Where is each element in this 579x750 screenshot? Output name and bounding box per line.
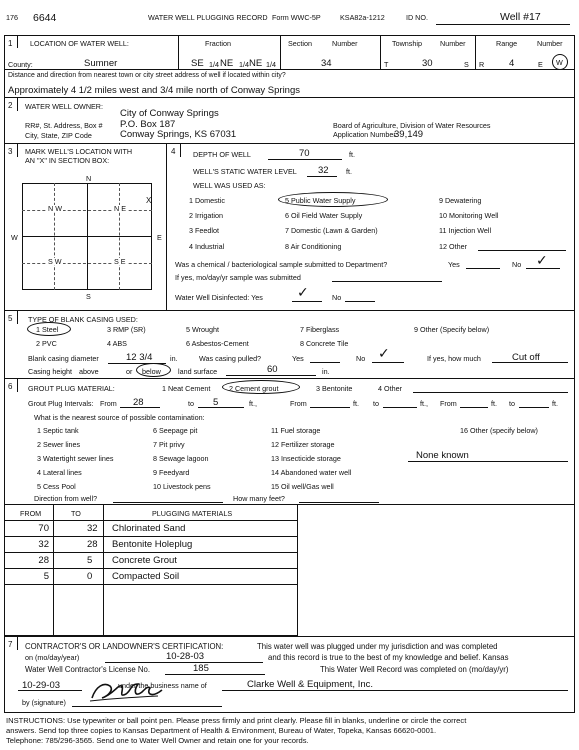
plug-row-material: Compacted Soil [112, 571, 180, 582]
pulled-yes-line [310, 362, 340, 363]
header-code2: 6644 [33, 12, 57, 24]
plug-row-from: 28 [38, 555, 49, 566]
interval-3-ft-b: ft. [552, 399, 558, 408]
diameter-label: Blank casing diameter [28, 354, 99, 363]
depth-label: DEPTH OF WELL [193, 150, 251, 159]
plug-row-from: 70 [38, 523, 49, 534]
s5-num-divider [17, 310, 18, 324]
business-name: Clarke Well & Equipment, Inc. [247, 679, 374, 690]
source-5: 5 Cess Pool [37, 482, 76, 491]
ksa-reference: KSA82a-1212 [340, 13, 385, 22]
source-1: 1 Septic tank [37, 426, 79, 435]
pulled-no-line [372, 362, 404, 363]
range-r-label: R [479, 60, 485, 69]
grout-1: 1 Neat Cement [162, 384, 211, 393]
completed-date-line [105, 662, 263, 663]
plug-row-to: 5 [87, 555, 93, 566]
mark-location-label-1: MARK WELL'S LOCATION WITH [25, 147, 133, 156]
height-below: below [142, 367, 161, 376]
source-9: 9 Feedyard [153, 468, 190, 477]
range-value: 4 [509, 58, 515, 69]
plug-header-materials: PLUGGING MATERIALS [152, 509, 233, 518]
s3-s4-divider [166, 143, 167, 310]
interval-3-to: to [509, 399, 515, 408]
none-known-line [408, 461, 568, 462]
plug-row-to: 0 [87, 571, 93, 582]
compass-w: W [11, 233, 18, 242]
chem-no: No [512, 260, 522, 269]
range-e-label: E [538, 60, 543, 69]
none-known-value: None known [416, 450, 469, 461]
instructions-line-1: INSTRUCTIONS: Use typewriter or ball point pen. Please press firmly and print clearly. Please fill in blanks, underline or circle the correct [6, 716, 467, 725]
howmany-line [299, 502, 379, 503]
use-5: 5 Public Water Supply [285, 196, 356, 205]
s1-col-b [280, 35, 281, 69]
disinfected-yes-check-icon: ✓ [297, 285, 309, 301]
owner-city: Conway Springs, KS 67031 [120, 129, 237, 140]
owner-address: P.O. Box 187 [120, 119, 176, 130]
section-number-header: Number [332, 39, 358, 48]
direction-label: Direction from well? [34, 494, 98, 503]
interval-2-ft-b: ft., [420, 399, 428, 408]
instructions-line-2: answers. Send top three copies to Kansas Department of Health & Environment, Bureau of Water, Topeka, Kansas 66620-0001. [6, 726, 437, 735]
cert-line-2: and this record is true to the best of my knowledge and belief. Kansas [268, 653, 509, 662]
s7-top [4, 636, 575, 637]
sample-date-line [332, 281, 442, 282]
sample-date-question: If yes, mo/day/yr sample was submitted [175, 273, 301, 282]
height-above: above [79, 367, 99, 376]
plug-row-from: 32 [38, 539, 49, 550]
s1-col-a [178, 35, 179, 69]
address-label: RR#, St. Address, Box # [25, 121, 103, 130]
distance-value: Approximately 4 1/2 miles west and 3/4 mile north of Conway Springs [8, 85, 300, 96]
s2-num-divider [17, 97, 18, 111]
city-label: City, State, ZIP Code [25, 131, 92, 140]
plug-col-2 [103, 504, 104, 636]
use-2: 2 Irrigation [189, 211, 223, 220]
diameter-unit: in. [170, 354, 178, 363]
use-9: 9 Dewatering [439, 196, 482, 205]
use-7: 7 Domestic (Lawn & Garden) [285, 226, 378, 235]
county-label: County: [8, 60, 33, 69]
quarter-3-frac: 1/4 [266, 60, 276, 69]
height-label: Casing height [28, 367, 72, 376]
source-14: 14 Abandoned water well [271, 468, 352, 477]
grid-se: S E [114, 257, 126, 266]
interval-1-ft: ft., [249, 399, 257, 408]
section-2-number: 2 [8, 101, 13, 110]
board-label: Board of Agriculture, Division of Water Resources [333, 121, 491, 130]
chem-no-line [526, 268, 560, 269]
signature-line [72, 706, 222, 707]
grid-h-3 [22, 263, 152, 264]
use-10: 10 Monitoring Well [439, 211, 499, 220]
plug-col-1 [53, 504, 54, 636]
range-w-label: W [556, 58, 563, 67]
pulled-no: No [356, 354, 366, 363]
interval-3-ft-a: ft. [491, 399, 497, 408]
height-land: land surface [178, 367, 218, 376]
source-4: 4 Lateral lines [37, 468, 82, 477]
howmuch-line [492, 362, 568, 363]
county-value: Sumner [84, 58, 118, 69]
casing-7: 7 Fiberglass [300, 325, 340, 334]
i2-to-line [383, 407, 417, 408]
section-value: 34 [321, 58, 332, 69]
record-completed-label: This Water Well Record was completed on (mo/day/yr) [320, 665, 509, 674]
used-as-label: WELL WAS USED AS: [193, 181, 266, 190]
s5-bottom [4, 378, 575, 379]
disinfected-no-line [345, 301, 375, 302]
depth-value: 70 [299, 148, 310, 159]
disinfected-label: Water Well Disinfected: Yes [175, 293, 263, 302]
i3-from-line [460, 407, 488, 408]
grout-other-line [413, 392, 568, 393]
s1-num-divider [17, 35, 18, 48]
cert-on-label: on (mo/day/year) [25, 653, 80, 662]
use-6: 6 Oil Field Water Supply [285, 211, 363, 220]
mark-location-label-2: AN "X" IN SECTION BOX: [25, 156, 110, 165]
chem-yes-line [466, 268, 500, 269]
quarter-1-frac: 1/4 [209, 60, 219, 69]
s7-num-divider [17, 636, 18, 650]
s1-row-divider [4, 69, 575, 70]
casing-5: 5 Wrought [186, 325, 220, 334]
i2-from-line [310, 407, 350, 408]
diameter-value: 12 3/4 [126, 352, 153, 363]
grout-3: 3 Bentonite [316, 384, 353, 393]
casing-9: 9 Other (Specify below) [414, 325, 490, 334]
s2-bottom [4, 143, 575, 144]
s1-col-c [380, 35, 381, 69]
quarter-2: NE [220, 58, 234, 69]
disinfected-no: No [332, 293, 342, 302]
chem-no-check-icon: ✓ [536, 253, 548, 269]
interval-2-ft-a: ft. [353, 399, 359, 408]
s6-num-divider [17, 378, 18, 392]
section-header: Section [288, 39, 312, 48]
owner-name: City of Conway Springs [120, 108, 219, 119]
contamination-question: What is the nearest source of possible contamination: [34, 413, 205, 422]
casing-2: 2 PVC [36, 339, 57, 348]
grid-sw: S W [48, 257, 62, 266]
source-7: 7 Pit privy [153, 440, 185, 449]
s1-col-d [475, 35, 476, 69]
cert-heading: CONTRACTOR'S OR LANDOWNER'S CERTIFICATION: [25, 642, 224, 651]
range-header: Range [496, 39, 518, 48]
height-value: 60 [267, 364, 278, 375]
license-line [165, 674, 265, 675]
i3-to-line [519, 407, 549, 408]
source-16: 16 Other (specify below) [460, 426, 538, 435]
casing-4: 4 ABS [107, 339, 127, 348]
location-label: LOCATION OF WATER WELL: [30, 39, 129, 48]
interval-1-to-value: 5 [213, 397, 219, 408]
plug-row-from: 5 [43, 571, 49, 582]
record-date-line [18, 690, 82, 691]
height-unit: in. [322, 367, 330, 376]
grid-ne: N E [114, 204, 126, 213]
howmany-label: How many feet? [233, 494, 285, 503]
direction-line [113, 502, 223, 503]
township-number-header: Number [440, 39, 466, 48]
other-use-line [478, 250, 566, 251]
height-or: or [126, 367, 133, 376]
plug-row-line [4, 536, 298, 537]
grout-4: 4 Other [378, 384, 402, 393]
interval-1-to: to [188, 399, 194, 408]
interval-3-from: From [440, 399, 457, 408]
source-15: 15 Oil well/Gas well [271, 482, 334, 491]
use-12: 12 Other [439, 242, 467, 251]
township-header: Township [392, 39, 422, 48]
depth-unit: ft. [349, 150, 355, 159]
use-11: 11 Injection Well [439, 226, 492, 235]
form-number: Form WWC-5P [272, 13, 321, 22]
grid-h-2 [22, 236, 152, 237]
s34-bottom [4, 310, 575, 311]
pulled-no-check-icon: ✓ [378, 346, 390, 362]
fraction-header: Fraction [205, 39, 231, 48]
id-underline [436, 24, 570, 25]
static-unit: ft. [346, 167, 352, 176]
s3-num-divider [17, 143, 18, 157]
plug-row-to: 32 [87, 523, 98, 534]
application-label: Application Number: [333, 130, 398, 139]
source-11: 11 Fuel storage [271, 426, 321, 435]
static-label: WELL'S STATIC WATER LEVEL [193, 167, 297, 176]
depth-line [268, 159, 342, 160]
header-code1: 176 [6, 13, 18, 22]
township-t-label: T [384, 60, 389, 69]
business-line [222, 690, 568, 691]
grid-well-mark: X [146, 196, 152, 205]
i1-to-line [198, 407, 244, 408]
height-line [226, 375, 316, 376]
section-4-number: 4 [171, 147, 176, 156]
township-s-label: S [464, 60, 469, 69]
application-number: 39,149 [394, 129, 424, 140]
plug-row-to: 28 [87, 539, 98, 550]
s4-num-divider [180, 143, 181, 157]
distance-label: Distance and direction from nearest town or city street address of well if located within city? [8, 72, 286, 79]
compass-e: E [157, 233, 162, 242]
grid-h-1 [22, 210, 152, 211]
quarter-2-frac: 1/4 [239, 60, 249, 69]
business-name-label: under the business name of [118, 681, 207, 690]
id-label: ID NO. [406, 13, 428, 22]
grout-2: 2 Cement grout [229, 384, 279, 393]
source-10: 10 Livestock pens [153, 482, 211, 491]
plug-row-line [4, 584, 298, 585]
chem-question: Was a chemical / bacteriological sample submitted to Department? [175, 260, 388, 269]
disinfected-yes-line [292, 301, 322, 302]
interval-1-from-value: 28 [133, 397, 144, 408]
pulled-question: Was casing pulled? [199, 354, 262, 363]
instructions-line-3: Telephone: 785/296-3565. Send one to Water Well Owner and retain one for your records. [6, 736, 309, 745]
casing-8: 8 Concrete Tile [300, 339, 349, 348]
use-4: 4 Industrial [189, 242, 225, 251]
township-value: 30 [422, 58, 433, 69]
static-line [307, 176, 337, 177]
use-1: 1 Domestic [189, 196, 225, 205]
grid-nw: N W [48, 204, 62, 213]
signature-image [88, 676, 168, 706]
section-6-number: 6 [8, 382, 13, 391]
i1-from-line [120, 407, 160, 408]
source-8: 8 Sewage lagoon [153, 454, 209, 463]
section-1-number: 1 [8, 39, 13, 48]
record-date: 10-29-03 [22, 680, 61, 691]
pulled-yes: Yes [292, 354, 304, 363]
source-13: 13 Insecticide storage [271, 454, 341, 463]
plug-header-line [4, 520, 298, 521]
license-number: 185 [193, 663, 209, 674]
section-7-number: 7 [8, 640, 13, 649]
interval-2-to: to [373, 399, 379, 408]
static-value: 32 [318, 165, 329, 176]
license-label: Water Well Contractor's License No. [25, 665, 150, 674]
casing-1: 1 Steel [36, 325, 59, 334]
plug-header-to: TO [71, 509, 81, 518]
plug-row-material: Concrete Grout [112, 555, 177, 566]
grout-label: GROUT PLUG MATERIAL: [28, 384, 115, 393]
interval-1-from: From [100, 399, 117, 408]
cert-line-1: This water well was plugged under my jurisdiction and was completed [257, 642, 498, 651]
range-number-header: Number [537, 39, 563, 48]
use-8: 8 Air Conditioning [285, 242, 342, 251]
owner-label: WATER WELL OWNER: [25, 102, 103, 111]
completed-date: 10-28-03 [166, 651, 205, 662]
interval-2-from: From [290, 399, 307, 408]
s1-bottom [4, 97, 575, 98]
compass-s: S [86, 292, 91, 301]
chem-yes: Yes [448, 260, 460, 269]
plug-row-line [4, 568, 298, 569]
intervals-label: Grout Plug Intervals: [28, 399, 94, 408]
source-2: 2 Sewer lines [37, 440, 81, 449]
quarter-3: NE [249, 58, 263, 69]
id-value: Well #17 [500, 11, 541, 23]
section-3-number: 3 [8, 147, 13, 156]
section-5-number: 5 [8, 314, 13, 323]
compass-n: N [86, 174, 92, 183]
howmuch-value: Cut off [512, 352, 540, 363]
plug-header-from: FROM [20, 509, 42, 518]
plug-row-material: Bentonite Holeplug [112, 539, 193, 550]
source-12: 12 Fertilizer storage [271, 440, 335, 449]
quarter-1: SE [191, 58, 204, 69]
form-title: WATER WELL PLUGGING RECORD [148, 13, 268, 22]
source-6: 6 Seepage pit [153, 426, 198, 435]
casing-label: TYPE OF BLANK CASING USED: [28, 315, 138, 324]
use-3: 3 Feedlot [189, 226, 219, 235]
casing-3: 3 RMP (SR) [107, 325, 146, 334]
source-3: 3 Watertight sewer lines [37, 454, 114, 463]
casing-6: 6 Asbestos-Cement [186, 339, 249, 348]
signature-label: by (signature) [22, 698, 66, 707]
howmuch-label: If yes, how much [427, 354, 481, 363]
plug-row-line [4, 552, 298, 553]
plug-row-material: Chlorinated Sand [112, 523, 186, 534]
